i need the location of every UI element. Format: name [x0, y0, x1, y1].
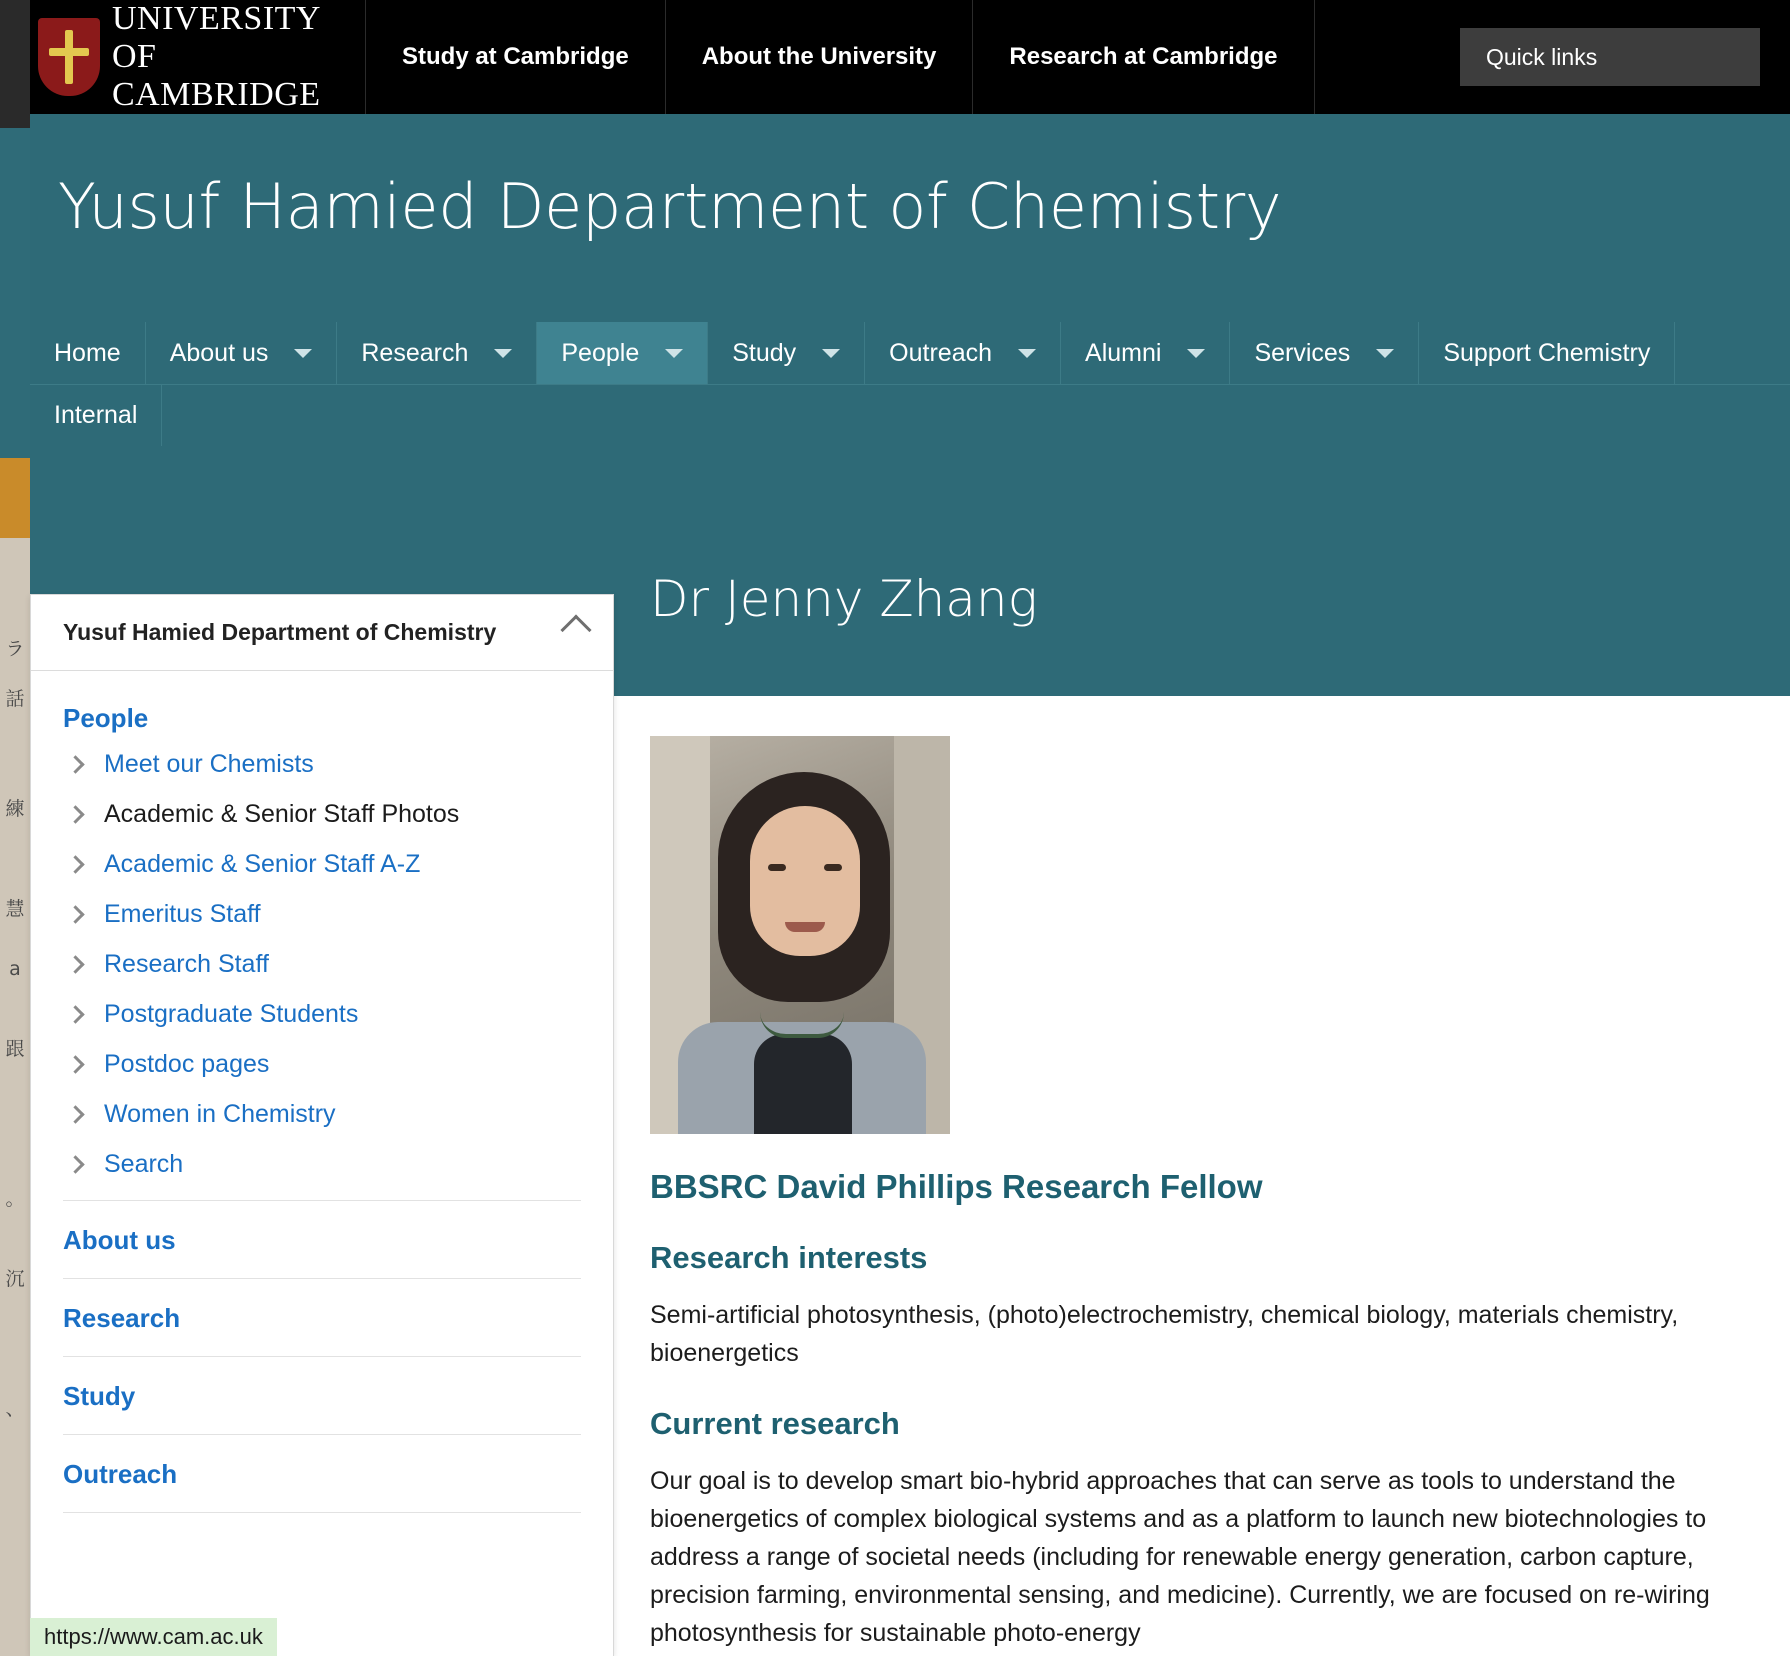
chevron-down-icon: [1376, 349, 1394, 358]
sidebar-group-outreach[interactable]: [63, 1435, 581, 1513]
nav-item-people[interactable]: [537, 322, 708, 384]
strip-amber-band: [0, 458, 30, 538]
quick-links-button[interactable]: Quick links: [1460, 28, 1760, 86]
nav-item-label: Internal: [54, 401, 138, 429]
department-banner: [30, 114, 1790, 322]
nav-item-research[interactable]: [337, 322, 537, 384]
sidebar-group-study[interactable]: [63, 1357, 581, 1435]
portrait-eye-right: [824, 864, 842, 871]
department-nav-row-1: [30, 322, 1790, 384]
current-research-text: Our goal is to develop smart bio-hybrid approaches that can serve as tools to understand the bioenergetics of complex biological systems and as a platform to launch new biotechnologies to address a range of societal needs (including for renewable energy generation, carbon capture, precision farming, environmental sensing, and medicine). Currently, we are focused on re-wiring photosynthesis for sustainable photo-energy: [650, 1467, 1710, 1647]
strip-glyph: 話: [5, 688, 25, 710]
strip-glyph: 、: [5, 1398, 25, 1420]
university-wordmark: [112, 0, 365, 114]
portrait-shirt: [754, 1034, 852, 1134]
sidebar-item-emeritus-staff[interactable]: [63, 900, 581, 929]
current-research-heading: Current research: [650, 1406, 900, 1441]
strip-teal-band: [0, 128, 30, 458]
section-menu-title: Yusuf Hamied Department of Chemistry: [63, 619, 497, 645]
chevron-right-icon: [66, 1155, 84, 1173]
nav-item-label: Home: [54, 338, 121, 367]
profile-job-title: BBSRC David Phillips Research Fellow: [650, 1168, 1263, 1205]
portrait-mouth: [785, 922, 825, 932]
nav-item-about-us[interactable]: [146, 322, 338, 384]
topnav-item-study-at-cambridge[interactable]: Study at Cambridge: [366, 0, 666, 114]
sidebar-group-label: Study: [63, 1381, 136, 1411]
status-bar-url: https://www.cam.ac.uk: [30, 1618, 277, 1656]
strip-glyph: 。: [5, 1188, 25, 1210]
nav-item-label: Support Chemistry: [1443, 338, 1651, 367]
portrait-eye-left: [768, 864, 786, 871]
nav-item-label: Outreach: [889, 338, 993, 367]
chevron-down-icon: [1187, 349, 1205, 358]
university-logo[interactable]: [30, 0, 366, 114]
chevron-down-icon: [1018, 349, 1036, 358]
background-page-strip: [0, 0, 30, 1656]
nav-item-alumni[interactable]: [1061, 322, 1230, 384]
sidebar-item-label: Meet our Chemists: [104, 750, 314, 778]
page-title: Dr Jenny Zhang: [650, 570, 1038, 628]
nav-item-label: Research: [361, 338, 469, 367]
chevron-right-icon: [66, 1105, 84, 1123]
nav-item-internal[interactable]: [30, 385, 162, 446]
university-nav: [366, 0, 1315, 114]
university-header: [30, 0, 1790, 114]
portrait-necklace: [760, 1012, 844, 1038]
strip-black-band: [0, 0, 30, 128]
strip-glyph: 沉: [5, 1268, 25, 1290]
profile-portrait-image: [650, 736, 950, 1134]
section-menu-body: [31, 671, 613, 1513]
sidebar-item-label: Academic & Senior Staff A-Z: [104, 850, 421, 878]
sidebar-group-about-us[interactable]: [63, 1201, 581, 1279]
nav-item-services[interactable]: [1230, 322, 1419, 384]
strip-glyph: 慧: [5, 898, 25, 920]
chevron-down-icon: [822, 349, 840, 358]
section-menu-toggle[interactable]: [31, 595, 613, 671]
nav-item-label: People: [561, 338, 640, 367]
strip-glyph: a: [9, 958, 21, 980]
topnav-item-about-the-university[interactable]: About the University: [666, 0, 974, 114]
sidebar-group-research[interactable]: [63, 1279, 581, 1357]
sidebar-group-label: About us: [63, 1225, 176, 1255]
wordmark-line-2: CAMBRIDGE: [112, 76, 321, 113]
nav-item-label: About us: [169, 338, 269, 367]
sidebar-item-search[interactable]: [63, 1150, 581, 1179]
chevron-right-icon: [66, 955, 84, 973]
chevron-up-icon: [560, 614, 591, 645]
chevron-down-icon: [294, 349, 312, 358]
sidebar-item-label: Women in Chemistry: [104, 1100, 336, 1128]
sidebar-item-label: Postdoc pages: [104, 1050, 270, 1078]
sidebar-item-postgraduate-students[interactable]: [63, 1000, 581, 1029]
nav-item-outreach[interactable]: [865, 322, 1061, 384]
chevron-right-icon: [66, 1055, 84, 1073]
sidebar-section-people[interactable]: People: [63, 703, 149, 733]
research-interests-heading: Research interests: [650, 1240, 928, 1275]
sidebar-group-label: Research: [63, 1303, 181, 1333]
chevron-right-icon: [66, 1005, 84, 1023]
nav-item-label: Study: [732, 338, 797, 367]
sidebar-item-research-staff[interactable]: [63, 950, 581, 979]
sidebar-item-label: Research Staff: [104, 950, 269, 978]
sidebar-item-academic-senior-staff-a-z[interactable]: [63, 850, 581, 879]
sidebar-item-label: Emeritus Staff: [104, 900, 261, 928]
sidebar-item-women-in-chemistry[interactable]: [63, 1100, 581, 1129]
wordmark-line-1: UNIVERSITY OF: [112, 0, 320, 75]
sidebar-item-academic-senior-staff-photos[interactable]: [63, 800, 581, 829]
chevron-right-icon: [66, 855, 84, 873]
chevron-down-icon: [494, 349, 512, 358]
portrait-face: [750, 806, 860, 956]
nav-item-support-chemistry[interactable]: [1419, 322, 1675, 384]
nav-item-label: Services: [1254, 338, 1351, 367]
section-menu-panel: [30, 594, 614, 1656]
nav-item-study[interactable]: [708, 322, 865, 384]
sidebar-item-label: Search: [104, 1150, 184, 1178]
chevron-right-icon: [66, 805, 84, 823]
department-title: Yusuf Hamied Department of Chemistry: [58, 170, 1282, 243]
profile-article: [650, 736, 1770, 1652]
chevron-right-icon: [66, 905, 84, 923]
department-nav: [30, 322, 1790, 446]
research-interests-text: Semi-artificial photosynthesis, (photo)electrochemistry, chemical biology, materials chemistry, bioenergetics: [650, 1301, 1679, 1367]
sidebar-group-label: Outreach: [63, 1459, 178, 1489]
strip-glyph: 練: [5, 798, 25, 820]
sidebar-item-meet-our-chemists[interactable]: [63, 750, 581, 779]
department-nav-row-2: [30, 384, 1790, 446]
topnav-item-research-at-cambridge[interactable]: Research at Cambridge: [973, 0, 1314, 114]
chevron-right-icon: [66, 755, 84, 773]
cambridge-crest-icon: [38, 18, 100, 96]
sidebar-item-label: Postgraduate Students: [104, 1000, 359, 1028]
nav-item-home[interactable]: [30, 322, 146, 384]
sidebar-item-postdoc-pages[interactable]: [63, 1050, 581, 1079]
strip-glyph: ラ: [5, 638, 25, 660]
strip-glyph: 跟: [5, 1038, 25, 1060]
nav-item-label: Alumni: [1085, 338, 1162, 367]
chevron-down-icon: [665, 349, 683, 358]
sidebar-item-label: Academic & Senior Staff Photos: [104, 800, 460, 828]
